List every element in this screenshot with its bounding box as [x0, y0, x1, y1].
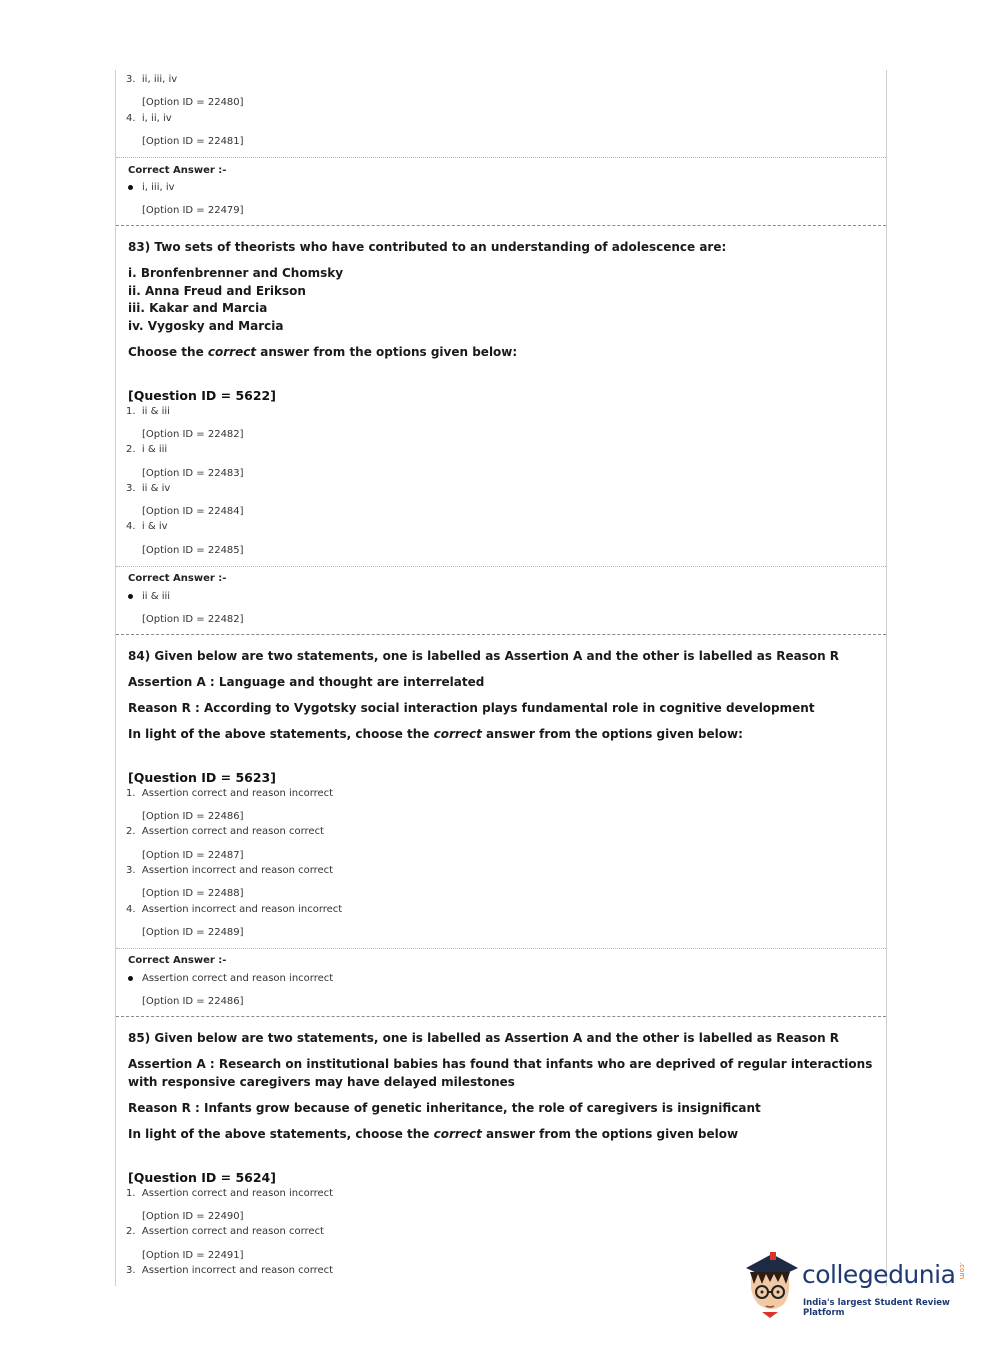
- question-85: 85) Given below are two statements, one is labelled as Assertion A and the other is labelled as Reason R: [128, 1031, 840, 1045]
- item: iv. Vygosky and Marcia: [128, 319, 284, 333]
- instruction: In light of the above statements, choose the correct answer from the options given below:: [128, 727, 743, 741]
- question-separator: [116, 225, 886, 226]
- option-id: [Option ID = 22484]: [142, 506, 244, 517]
- exam-page: [115, 70, 887, 1286]
- correct-answer: Assertion correct and reason incorrect: [128, 973, 333, 984]
- instruction: Choose the correct answer from the options given below:: [128, 345, 518, 359]
- option-4: 4. Assertion incorrect and reason incorrect: [126, 904, 343, 915]
- mascot-icon: [740, 1248, 802, 1320]
- option-3: 3. Assertion incorrect and reason correct: [126, 1265, 334, 1276]
- question-separator: [116, 634, 886, 635]
- divider: [116, 566, 886, 567]
- option-1: 1. Assertion correct and reason incorrect: [126, 788, 334, 799]
- reason: Reason R : Infants grow because of genetic inheritance, the role of caregivers is insignificant: [128, 1101, 761, 1115]
- option-id: [Option ID = 22486]: [142, 811, 244, 822]
- option-id: [Option ID = 22488]: [142, 888, 244, 899]
- option-id: [Option ID = 22486]: [142, 996, 244, 1007]
- assertion: Assertion A : Language and thought are interrelated: [128, 675, 485, 689]
- item: ii. Anna Freud and Erikson: [128, 284, 306, 298]
- bullet-icon: [128, 976, 133, 981]
- assertion: Assertion A : Research on institutional babies has found that infants who are deprived of regular interactions with responsive caregivers may have delayed milestones: [128, 1057, 873, 1089]
- question-id: [Question ID = 5622]: [128, 388, 276, 403]
- logo-wordmark: collegedunia: [802, 1260, 956, 1289]
- option-2: 2. Assertion correct and reason correct: [126, 1226, 324, 1237]
- question-id: [Question ID = 5624]: [128, 1170, 276, 1185]
- option-3: 3. Assertion incorrect and reason correct: [126, 865, 334, 876]
- bullet-icon: [128, 594, 133, 599]
- correct-answer-label: Correct Answer :-: [128, 955, 227, 966]
- option-2: 2. i & iii: [126, 444, 168, 455]
- divider: [116, 948, 886, 949]
- option-id: [Option ID = 22490]: [142, 1211, 244, 1222]
- option-id: [Option ID = 22483]: [142, 468, 244, 479]
- option-id: [Option ID = 22482]: [142, 429, 244, 440]
- correct-answer: i, iii, iv: [128, 182, 175, 193]
- item: i. Bronfenbrenner and Chomsky: [128, 266, 344, 280]
- instruction: In light of the above statements, choose the correct answer from the options given below: [128, 1127, 739, 1141]
- option-1: 1. Assertion correct and reason incorrect: [126, 1188, 334, 1199]
- option-id: [Option ID = 22487]: [142, 850, 244, 861]
- logo-domain: .com: [958, 1262, 966, 1280]
- option-4: 4. i, ii, iv: [126, 113, 172, 124]
- option-id: [Option ID = 22489]: [142, 927, 244, 938]
- question-separator: [116, 1016, 886, 1017]
- item: iii. Kakar and Marcia: [128, 301, 268, 315]
- correct-answer-label: Correct Answer :-: [128, 165, 227, 176]
- option-id: [Option ID = 22479]: [142, 205, 244, 216]
- option-id: [Option ID = 22491]: [142, 1250, 244, 1261]
- question-84: 84) Given below are two statements, one is labelled as Assertion A and the other is labelled as Reason R: [128, 649, 840, 663]
- option-id: [Option ID = 22482]: [142, 614, 244, 625]
- correct-answer: ii & iii: [128, 591, 170, 602]
- reason: Reason R : According to Vygotsky social interaction plays fundamental role in cognitive development: [128, 701, 815, 715]
- bullet-icon: [128, 185, 133, 190]
- option-1: 1. ii & iii: [126, 406, 170, 417]
- option-2: 2. Assertion correct and reason correct: [126, 826, 324, 837]
- option-3: 3. ii & iv: [126, 483, 171, 494]
- question-id: [Question ID = 5623]: [128, 770, 276, 785]
- option-id: [Option ID = 22485]: [142, 545, 244, 556]
- collegedunia-logo[interactable]: [740, 1248, 970, 1320]
- option-4: 4. i & iv: [126, 521, 168, 532]
- option-id: [Option ID = 22481]: [142, 136, 244, 147]
- question-83: 83) Two sets of theorists who have contributed to an understanding of adolescence are:: [128, 240, 727, 254]
- option-id: [Option ID = 22480]: [142, 97, 244, 108]
- correct-answer-label: Correct Answer :-: [128, 573, 227, 584]
- logo-tagline: India's largest Student Review Platform: [803, 1298, 950, 1318]
- divider: [116, 157, 886, 158]
- option-3: 3. ii, iii, iv: [126, 74, 178, 85]
